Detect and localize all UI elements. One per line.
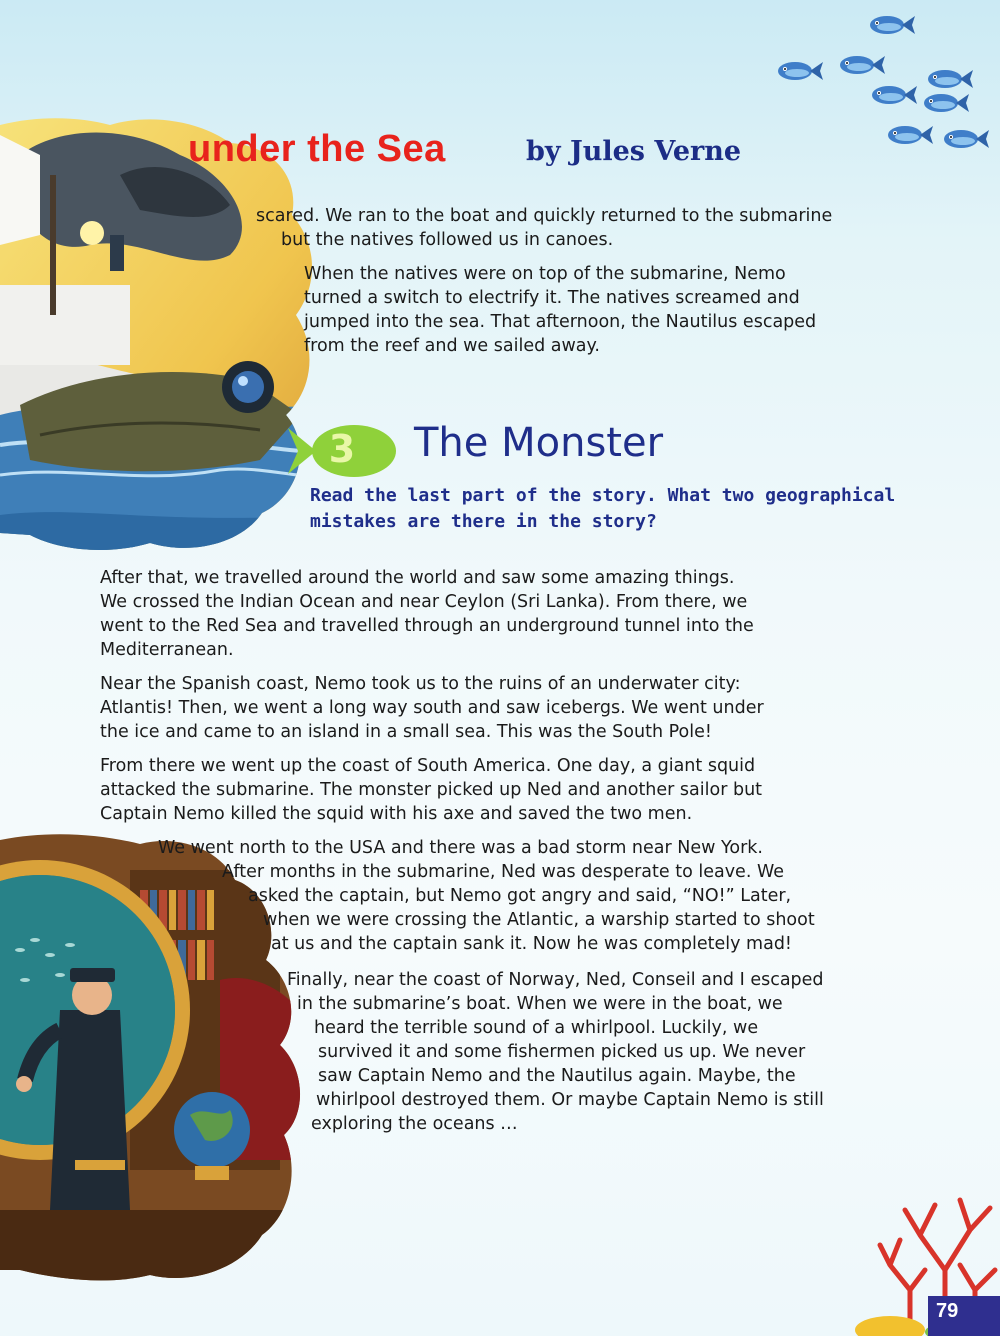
- text-line: We went north to the USA and there was a bad storm near New York.: [158, 838, 763, 858]
- text-line: jumped into the sea. That afternoon, the Nautilus escaped: [304, 312, 817, 332]
- text-line: attacked the submarine. The monster picked up Ned and another sailor but: [100, 780, 763, 800]
- text-line: the ice and came to an island in a small sea. This was the South Pole!: [100, 722, 712, 742]
- intro-paragraph: [304, 262, 816, 358]
- story-paragraph: [0, 968, 1000, 1136]
- text-line: asked the captain, but Nemo got angry and said, “NO!” Later,: [248, 886, 792, 906]
- instruction-line: Read the last part of the story. What two geographical: [310, 485, 896, 506]
- section-number: 3: [328, 427, 356, 471]
- fish-icon: [944, 130, 989, 148]
- text-line: when we were crossing the Atlantic, a warship started to shoot: [263, 910, 815, 930]
- text-line: heard the terrible sound of a whirlpool. Luckily, we: [314, 1018, 759, 1038]
- text-line: saw Captain Nemo and the Nautilus again. Maybe, the: [318, 1066, 796, 1086]
- text-line: scared. We ran to the boat and quickly returned to the submarine: [256, 206, 833, 226]
- fish-icon: [870, 16, 915, 34]
- intro-paragraph: [0, 204, 1000, 252]
- text-line: From there we went up the coast of South America. One day, a giant squid: [100, 756, 756, 776]
- text-line: turned a switch to electrify it. The natives screamed and: [304, 288, 800, 308]
- text-line: but the natives followed us in canoes.: [281, 230, 614, 250]
- text-line: We crossed the Indian Ocean and near Ceylon (Sri Lanka). From there, we: [100, 592, 748, 612]
- text-line: at us and the captain sank it. Now he was completely mad!: [271, 934, 792, 954]
- story-paragraph: [0, 836, 1000, 956]
- text-line: After that, we travelled around the world and saw some amazing things.: [100, 568, 735, 588]
- text-line: Atlantis! Then, we went a long way south and saw icebergs. We went under: [100, 698, 764, 718]
- text-line: in the submarine’s boat. When we were in the boat, we: [297, 994, 783, 1014]
- section-title: The Monster: [414, 420, 664, 466]
- ship-and-submarine-illustration: [0, 115, 325, 555]
- instruction-line: mistakes are there in the story?: [310, 511, 657, 532]
- fish-icon: [924, 94, 969, 112]
- text-line: Near the Spanish coast, Nemo took us to the ruins of an underwater city:: [100, 674, 741, 694]
- story-paragraph: [100, 672, 764, 744]
- fish-school-illustration: [765, 5, 995, 165]
- story-paragraph: [100, 566, 754, 662]
- page-number: 79: [928, 1296, 1000, 1336]
- text-line: Finally, near the coast of Norway, Ned, Conseil and I escaped: [287, 970, 824, 990]
- fish-icon: [872, 86, 917, 104]
- story-title: under the Sea: [188, 128, 446, 170]
- text-line: exploring the oceans …: [311, 1114, 518, 1134]
- text-line: whirlpool destroyed them. Or maybe Captain Nemo is still: [316, 1090, 824, 1110]
- text-line: After months in the submarine, Ned was desperate to leave. We: [222, 862, 784, 882]
- text-line: from the reef and we sailed away.: [304, 336, 600, 356]
- fish-icon: [928, 70, 973, 88]
- story-paragraph: [100, 754, 762, 826]
- text-line: Mediterranean.: [100, 640, 234, 660]
- fish-icon: [840, 56, 885, 74]
- section-instruction: [310, 483, 895, 535]
- text-line: survived it and some fishermen picked us up. We never: [318, 1042, 806, 1062]
- text-line: went to the Red Sea and travelled through an underground tunnel into the: [100, 616, 754, 636]
- text-line: Captain Nemo killed the squid with his axe and saved the two men.: [100, 804, 693, 824]
- text-line: When the natives were on top of the submarine, Nemo: [304, 264, 786, 284]
- fish-icon: [888, 126, 933, 144]
- story-author: by Jules Verne: [526, 136, 742, 167]
- fish-icon: [778, 62, 823, 80]
